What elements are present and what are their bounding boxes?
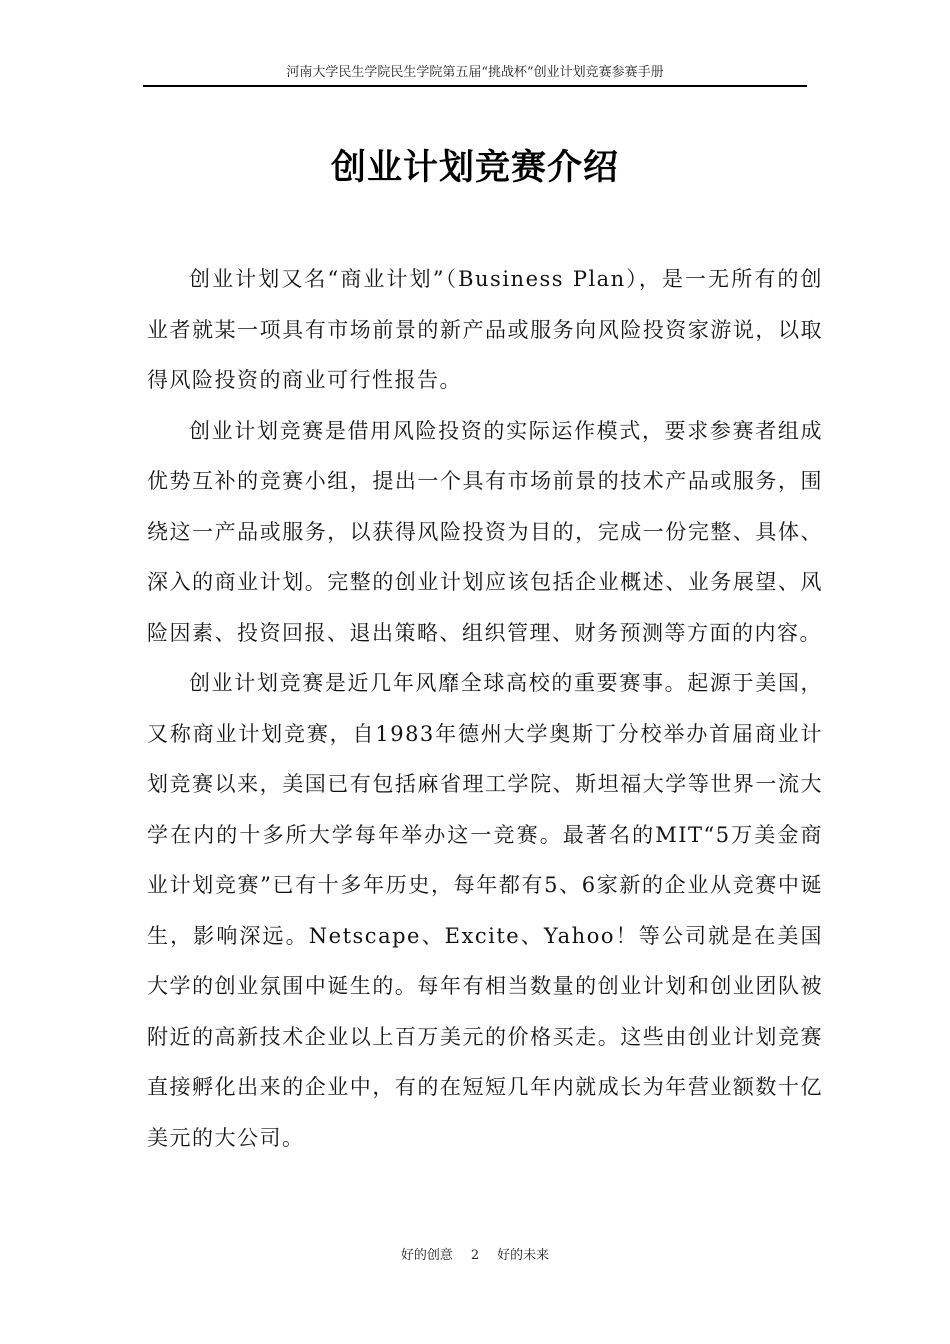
- paragraph-3: 创业计划竞赛是近几年风靡全球高校的重要赛事。起源于美国，又称商业计划竞赛，自1983年德州大学奥斯丁分校举办首届商业计划竞赛以来，美国已有包括麻省理工学院、斯坦福大学等世界一流大学在内的十多所大学每年举办这一竞赛。最著名的MIT“5万美金商业计划竞赛”已有十多年历史，每年都有5、6家新的企业从竞赛中诞生，影响深远。Netscape、Excite、Yahoo！等公司就是在美国大学的创业氛围中诞生的。每年有相当数量的创业计划和创业团队被附近的高新技术企业以上百万美元的价格买走。这些由创业计划竞赛直接孵化出来的企业中，有的在短短几年内就成长为年营业额数十亿美元的大公司。: [147, 671, 823, 1150]
- header-text: 河南大学民生学院民生学院第五届“挑战杯”创业计划竞赛参赛手册: [286, 65, 664, 80]
- footer-left-text: 好的创意: [400, 1248, 453, 1263]
- page-header: [143, 62, 807, 88]
- document-body: [147, 254, 823, 1163]
- page-footer: [0, 1247, 950, 1265]
- header-rule: [143, 85, 807, 87]
- page-number: 2: [470, 1248, 480, 1263]
- footer-right-text: 好的未来: [497, 1248, 550, 1263]
- paragraph-2: 创业计划竞赛是借用风险投资的实际运作模式，要求参赛者组成优势互补的竞赛小组，提出一个具有市场前景的技术产品或服务，围绕这一产品或服务，以获得风险投资为目的，完成一份完整、具体、深入的商业计划。完整的创业计划应该包括企业概述、业务展望、风险因素、投资回报、退出策略、组织管理、财务预测等方面的内容。: [147, 418, 823, 645]
- page-title: 创业计划竞赛介绍: [330, 148, 619, 188]
- paragraph-1: 创业计划又名“商业计划”（Business Plan），是一无所有的创业者就某一项具有市场前景的新产品或服务向风险投资家游说，以取得风险投资的商业可行性报告。: [147, 267, 823, 392]
